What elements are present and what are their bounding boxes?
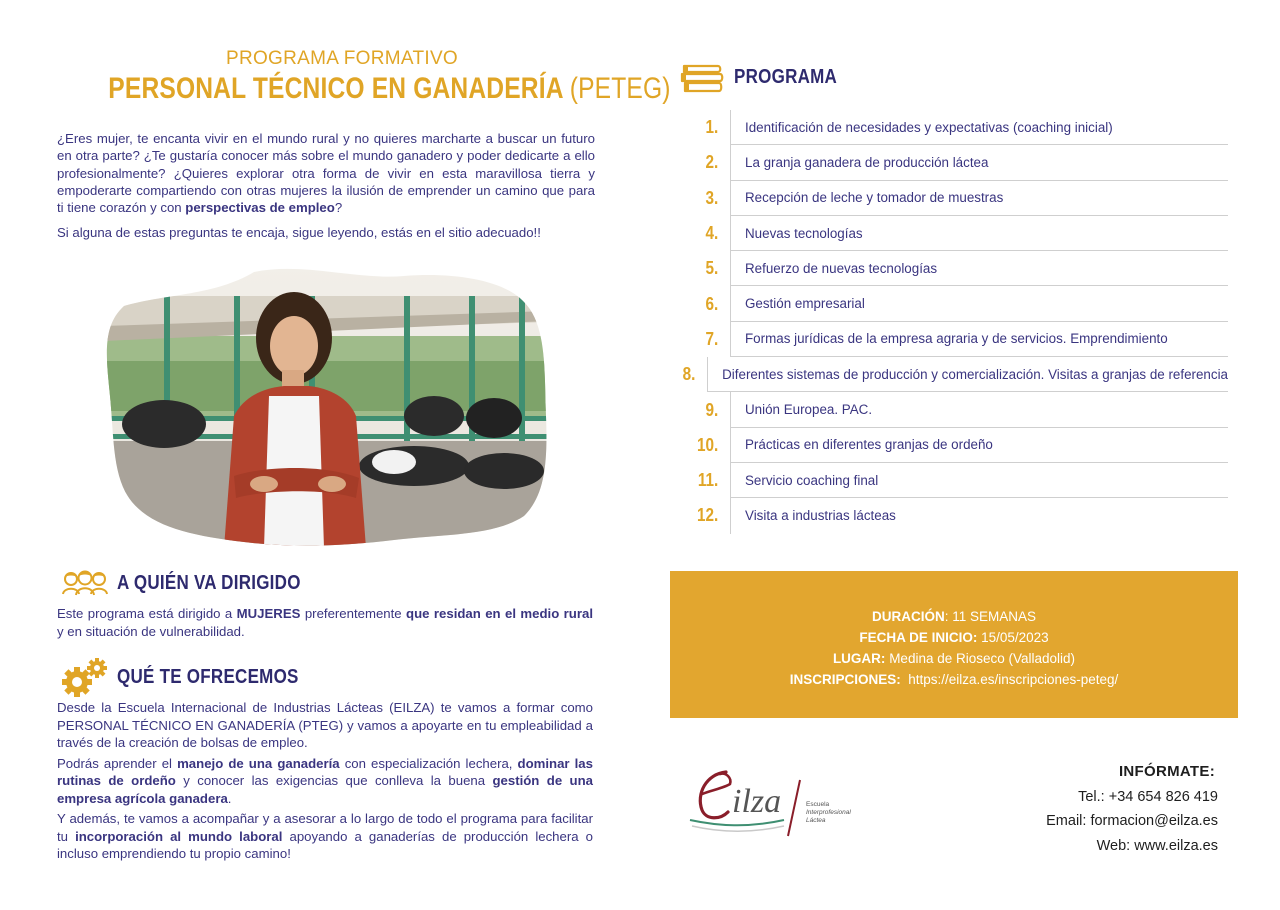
dirigido-title: A QUIÉN VA DIRIGIDO (117, 571, 301, 594)
programa-item-text: Diferentes sistemas de producción y comercialización. Visitas a granjas de referencia (707, 357, 1228, 392)
ofrecemos-paragraph-3: Y además, te vamos a acompañar y a asesorar a lo largo de todo el programa para facilitar tu incorporación al mundo laboral apoyando a ganaderías de producción lechera o incluso emprendiendo tu propio camino! (57, 811, 593, 861)
duration-row: DURACIÓN: 11 SEMANAS (871, 608, 1037, 624)
programa-item-text: Formas jurídicas de la empresa agraria y de servicios. Emprendimiento (730, 322, 1228, 357)
women-group-icon (61, 570, 109, 596)
logo-wordmark: ilza (732, 783, 782, 820)
programa-item-text: Unión Europea. PAC. (730, 392, 1228, 427)
contact-web[interactable]: Web: www.eilza.es (1096, 837, 1218, 854)
programa-list (680, 110, 1228, 534)
programa-item-text: Visita a industrias lácteas (730, 498, 1228, 533)
programa-item-text: Recepción de leche y tomador de muestras (730, 181, 1228, 216)
contact-block (1046, 760, 1218, 858)
ofrecemos-title: QUÉ TE OFRECEMOS (117, 665, 299, 688)
dirigido-heading (61, 570, 333, 596)
location-row: LUGAR: Medina de Rioseco (Valladolid) (832, 650, 1076, 666)
programa-item (680, 428, 1228, 463)
contact-title: INFÓRMATE: (1118, 763, 1215, 780)
programa-item-number: 9. (705, 399, 719, 420)
contact-phone[interactable]: Tel.: +34 654 826 419 (1078, 788, 1218, 805)
programa-item (680, 392, 1228, 427)
gears-icon (61, 657, 109, 697)
ofrecemos-heading (61, 657, 331, 697)
programa-item-text: Servicio coaching final (730, 463, 1228, 498)
programa-item (680, 322, 1228, 357)
programa-item-number: 6. (705, 293, 719, 314)
intro-paragraph-1: ¿Eres mujer, te encanta vivir en el mundo rural y no quieres marcharte a buscar un futuro en otra parte? ¿Te gustaría conocer más sobre el mundo ganadero y poder dedicarte a ello profesionalmente? ¿Quieres explorar otra forma de vivir en esta maravillosa tierra y empoderarte compartiendo con otras mujeres la ilusión de emprender un camino que para ti tiene corazón y con perspectivas de empleo? (57, 131, 595, 216)
programa-item-text: La granja ganadera de producción láctea (730, 145, 1228, 180)
ofrecemos-paragraph-1: Desde la Escuela Internacional de Industrias Lácteas (EILZA) te vamos a formar como PERSONAL TÉCNICO EN GANADERÍA (PTEG) y vamos a apoyarte en tu empleabilidad a través de la creación de bolsas de empleo. (57, 700, 593, 750)
svg-text:Interprofesional: Interprofesional (806, 809, 851, 816)
programa-item (680, 145, 1228, 180)
contact-email[interactable]: Email: formacion@eilza.es (1046, 813, 1218, 829)
programa-heading (680, 60, 855, 94)
programa-item-text: Nuevas tecnologías (730, 216, 1228, 251)
dirigido-text: Este programa está dirigido a MUJERES preferentemente que residan en el medio rural y en situación de vulnerabilidad. (57, 606, 593, 639)
eilza-logo (688, 760, 868, 840)
programa-item (680, 463, 1228, 498)
farm-woman-photo (104, 266, 548, 548)
programa-item-number: 4. (705, 223, 719, 244)
programa-title: PROGRAMA (734, 65, 838, 88)
start-date-row: FECHA DE INICIO: 15/05/2023 (859, 629, 1049, 645)
ofrecemos-paragraph-2: Podrás aprender el manejo de una ganadería con especialización lechera, dominar las rutinas de ordeño y conocer las exigencias que conlleva la buena gestión de una empresa agrícola ganadera. (57, 755, 593, 806)
intro-text (57, 130, 595, 250)
intro-paragraph-2: Si alguna de estas preguntas te encaja, sigue leyendo, estás en el sitio adecuado!! (57, 225, 541, 241)
svg-text:Escuela: Escuela (806, 801, 830, 808)
books-icon (680, 60, 724, 94)
programa-item-number: 7. (705, 328, 719, 349)
programa-item (680, 498, 1228, 533)
programa-item-number: 3. (705, 187, 719, 208)
programa-item-text: Identificación de necesidades y expectativas (coaching inicial) (730, 110, 1228, 145)
programa-item-number: 8. (682, 364, 696, 385)
programa-item (680, 251, 1228, 286)
programa-item-number: 5. (705, 258, 719, 279)
registration-row: INSCRIPCIONES: https://eilza.es/inscripciones-peteg/ (789, 671, 1119, 687)
programa-item (680, 110, 1228, 145)
programa-item-text: Prácticas en diferentes granjas de ordeño (730, 428, 1228, 463)
programa-item-number: 11. (697, 470, 719, 491)
title-bold: PERSONAL TÉCNICO EN GANADERÍA (108, 72, 563, 105)
programa-item-number: 1. (705, 117, 719, 138)
svg-text:Láctea: Láctea (806, 817, 826, 824)
programa-item-number: 10. (697, 434, 719, 455)
programa-item (680, 357, 1228, 392)
programa-item (680, 216, 1228, 251)
programa-item-text: Refuerzo de nuevas tecnologías (730, 251, 1228, 286)
programa-item-text: Gestión empresarial (730, 286, 1228, 321)
course-info-box (670, 571, 1238, 718)
programa-item-number: 2. (705, 152, 719, 173)
program-eyebrow: PROGRAMA FORMATIVO (225, 48, 458, 69)
page-title (108, 72, 671, 106)
title-acronym: (PETEG) (569, 72, 671, 105)
registration-link[interactable]: https://eilza.es/inscripciones-peteg/ (900, 671, 1119, 687)
programa-item-number: 12. (697, 505, 719, 526)
programa-item (680, 181, 1228, 216)
ofrecemos-text (57, 699, 593, 866)
programa-item (680, 286, 1228, 321)
